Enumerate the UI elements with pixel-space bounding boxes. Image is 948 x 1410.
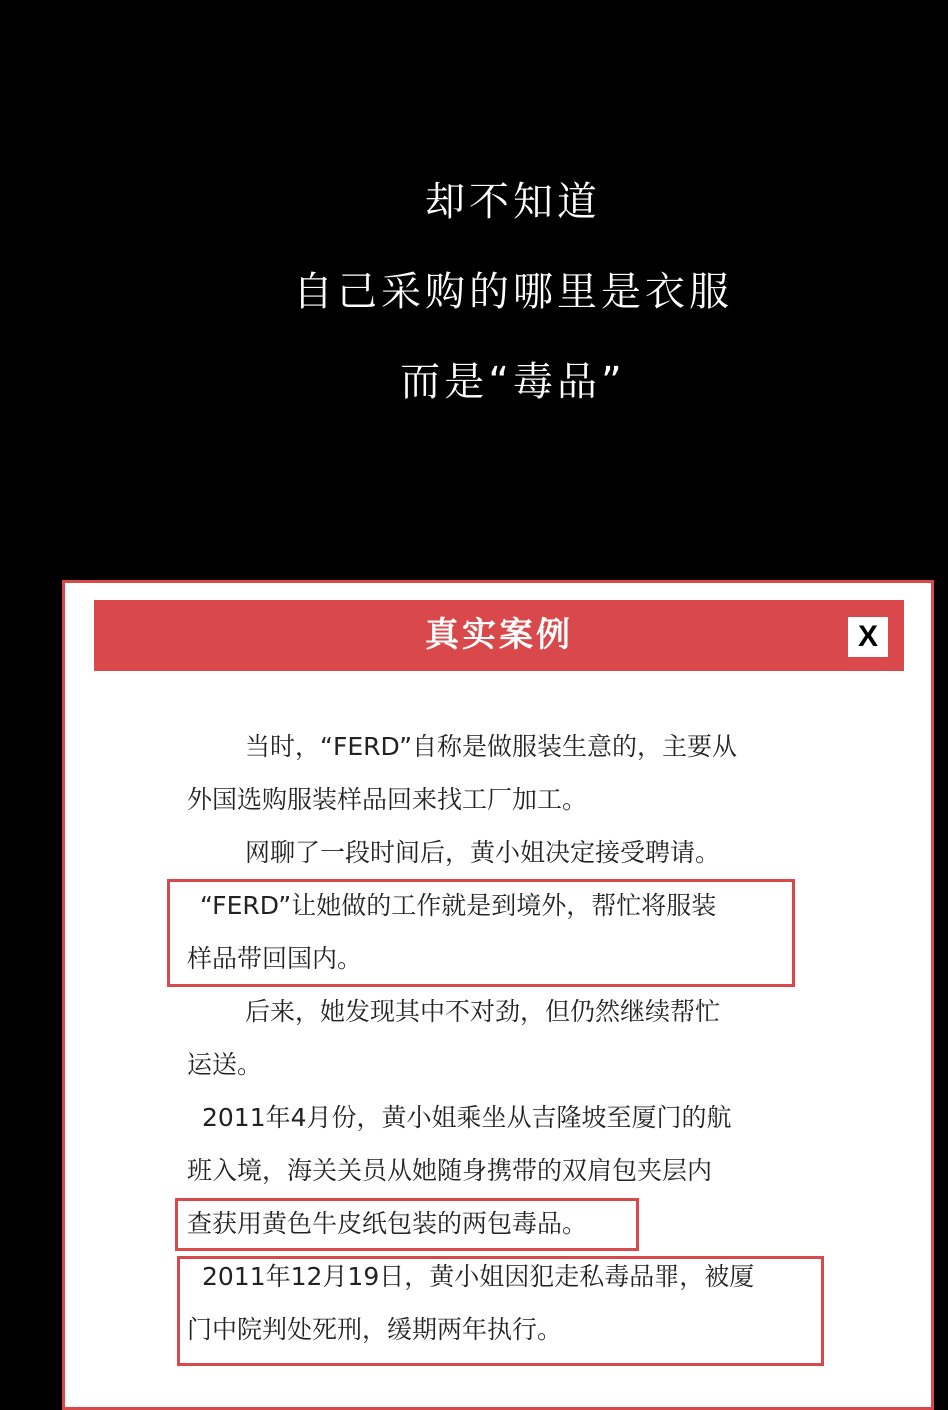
- text-line: 外国选购服装样品回来找工厂加工。: [187, 785, 588, 814]
- text-line: 当时，“FERD”自称是做服装生意的，主要从: [245, 732, 738, 761]
- text-line: 后来，她发现其中不对劲，但仍然继续帮忙: [245, 997, 721, 1026]
- card-title: 真实案例: [425, 615, 573, 655]
- text-line: 班入境，海关关员从她随身携带的双肩包夹层内: [187, 1156, 713, 1185]
- close-button[interactable]: X: [848, 617, 888, 657]
- text-line: 2011年4月份，黄小姐乘坐从吉隆坡至厦门的航: [202, 1103, 732, 1132]
- highlight-box-1: [167, 879, 795, 987]
- highlight-box-2: [175, 1198, 639, 1251]
- caption-line-3: 而是“毒品”: [400, 359, 626, 405]
- text-line: 运送。: [187, 1050, 263, 1079]
- caption-line-2: 自己采购的哪里是衣服: [293, 269, 733, 315]
- text-line: “FERD”让她做的工作就是到境外，帮忙将服装: [200, 891, 717, 920]
- text-line: 查获用黄色牛皮纸包装的两包毒品。: [187, 1209, 588, 1238]
- text-line: 2011年12月19日，黄小姐因犯走私毒品罪，被厦: [202, 1262, 755, 1291]
- text-line: 门中院判处死刑，缓期两年执行。: [187, 1315, 563, 1344]
- case-text: [65, 583, 931, 1407]
- caption-line-1: 却不知道: [425, 179, 601, 225]
- text-line: 网聊了一段时间后，黄小姐决定接受聘请。: [245, 838, 721, 867]
- highlight-box-3: [177, 1256, 824, 1366]
- case-card: [62, 580, 934, 1410]
- text-line: 样品带回国内。: [187, 944, 363, 973]
